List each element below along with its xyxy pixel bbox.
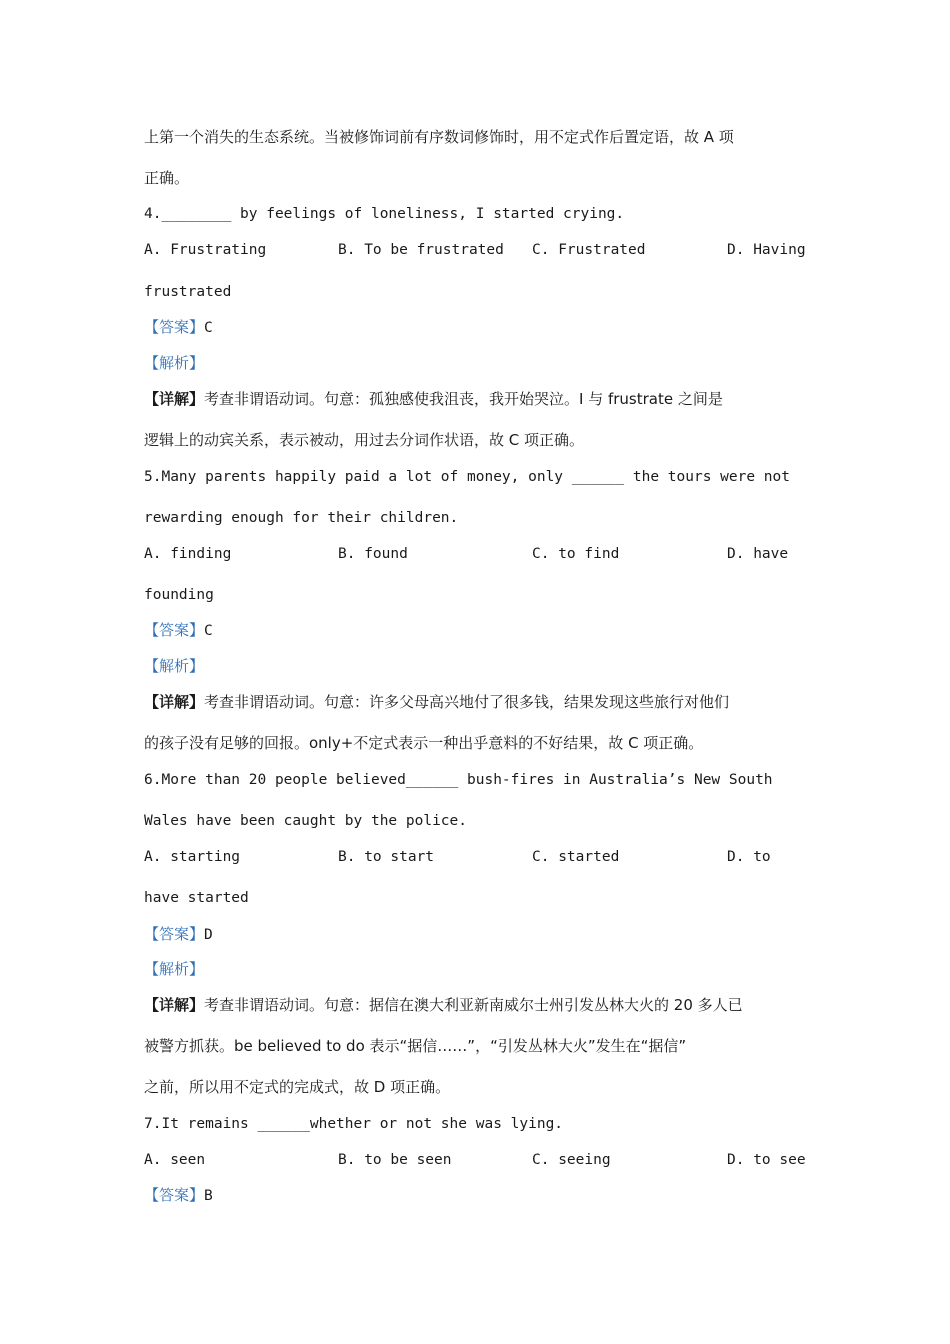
q4-detail-line-1 [144, 389, 723, 409]
q4-option-d-cont: frustrated [144, 284, 232, 300]
q4-detail-tag: 【详解】 [144, 390, 205, 408]
q4-detail-line-2: 逻辑上的动宾关系，表示被动，用过去分词作状语，故 C 项正确。 [144, 431, 585, 449]
q6-option-b: B. to start [338, 849, 435, 865]
q6-option-a: A. starting [144, 849, 241, 865]
q5-answer-line [144, 620, 213, 640]
q4-stem: 4.________ by feelings of loneliness, I started crying. [144, 206, 625, 222]
q4-answer: C [204, 320, 213, 336]
q4-analysis-tag: 【解析】 [144, 354, 205, 372]
q5-analysis-tag: 【解析】 [144, 657, 205, 675]
q4-answer-tag: 【答案】 [144, 318, 205, 336]
q7-option-a: A. seen [144, 1152, 206, 1168]
intro-line-1: 上第一个消失的生态系统。当被修饰词前有序数词修饰时，用不定式作后置定语，故 A 项 [144, 128, 734, 146]
q4-option-c: C. Frustrated [532, 242, 646, 258]
q5-answer-tag: 【答案】 [144, 621, 205, 639]
q6-detail-line-1 [144, 995, 743, 1015]
q5-option-a: A. finding [144, 546, 232, 562]
intro-line-2: 正确。 [144, 169, 190, 187]
q6-answer-line [144, 924, 213, 944]
q6-analysis-tag: 【解析】 [144, 960, 205, 978]
q5-detail-line-2: 的孩子没有足够的回报。only+不定式表示一种出乎意料的不好结果，故 C 项正确。 [144, 734, 704, 752]
q6-detail-line-3: 之前，所以用不定式的完成式，故 D 项正确。 [144, 1078, 451, 1096]
q7-option-d: D. to see [727, 1152, 806, 1168]
q7-answer: B [204, 1188, 213, 1204]
q6-answer: D [204, 927, 213, 943]
q7-option-c: C. seeing [532, 1152, 611, 1168]
q4-answer-line [144, 317, 213, 337]
q6-detail-text-1: 考查非谓语动词。句意：据信在澳大利亚新南威尔士州引发丛林大火的 20 多人已 [204, 996, 743, 1014]
q4-option-b: B. To be frustrated [338, 242, 504, 258]
q5-stem-2: rewarding enough for their children. [144, 510, 459, 526]
q6-option-d: D. to [727, 849, 771, 865]
q6-option-d-cont: have started [144, 890, 249, 906]
q4-detail-text-1: 考查非谓语动词。句意：孤独感使我沮丧，我开始哭泣。I 与 frustrate 之间是 [204, 390, 723, 408]
q5-option-c: C. to find [532, 546, 620, 562]
q7-answer-line [144, 1185, 213, 1205]
q6-detail-tag: 【详解】 [144, 996, 205, 1014]
q7-stem: 7.It remains ______whether or not she was lying. [144, 1116, 564, 1132]
q5-option-b: B. found [338, 546, 408, 562]
q7-answer-tag: 【答案】 [144, 1186, 205, 1204]
q6-detail-line-2: 被警方抓获。be believed to do 表示“据信……”，“引发丛林大火”发生在“据信” [144, 1037, 687, 1055]
q5-option-d: D. have [727, 546, 789, 562]
q6-option-c: C. started [532, 849, 620, 865]
q5-option-d-cont: founding [144, 587, 214, 603]
q5-detail-line-1 [144, 692, 729, 712]
q5-detail-text-1: 考查非谓语动词。句意：许多父母高兴地付了很多钱，结果发现这些旅行对他们 [204, 693, 730, 711]
q5-detail-tag: 【详解】 [144, 693, 205, 711]
q6-stem-1: 6.More than 20 people believed______ bush-fires in Australia’s New South [144, 772, 773, 788]
q4-option-d: D. Having [727, 242, 806, 258]
q4-option-a: A. Frustrating [144, 242, 267, 258]
q5-answer: C [204, 623, 213, 639]
q6-answer-tag: 【答案】 [144, 925, 205, 943]
q5-stem-1: 5.Many parents happily paid a lot of money, only ______ the tours were not [144, 469, 791, 485]
q6-stem-2: Wales have been caught by the police. [144, 813, 468, 829]
q7-option-b: B. to be seen [338, 1152, 452, 1168]
